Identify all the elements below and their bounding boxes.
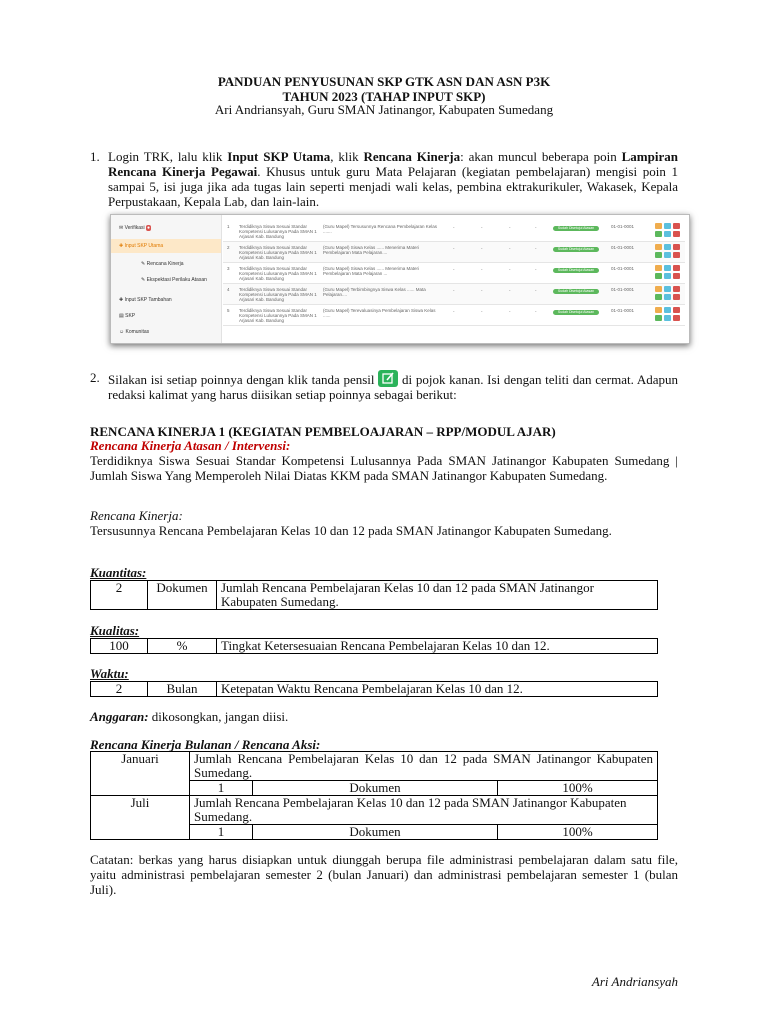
row-dash: - bbox=[509, 267, 511, 272]
row-dash: - bbox=[481, 225, 483, 230]
table-row bbox=[223, 284, 685, 305]
delete-icon[interactable] bbox=[673, 244, 680, 250]
edit-icon[interactable] bbox=[655, 273, 662, 279]
copy-icon[interactable] bbox=[664, 231, 671, 237]
delete-icon[interactable] bbox=[673, 307, 680, 313]
row-dash: - bbox=[453, 309, 455, 314]
status-badge: Sudah Disetujui Atasan bbox=[553, 289, 599, 294]
row-rencana: (Guru Mapel) Tersusunnya Rencana Pembelajaran Kelas ....... bbox=[323, 224, 437, 234]
row-atasan: Terdidiknya Siswa Sesuai Standar Kompetensi Lulusannya Pada SMAN 1 Arjasari Kab. Bandung bbox=[239, 287, 317, 302]
row-dash: - bbox=[509, 288, 511, 293]
sidebar-label: Verifikasi bbox=[124, 225, 145, 231]
row-rencana: (Guru Mapel) Terevaluasinya Pembelajaran Siswa Kelas ...... bbox=[323, 308, 436, 318]
table-cell: Jumlah Rencana Pembelajaran Kelas 10 dan 12 pada SMAN Jatinangor Kabupaten Sumedang. bbox=[190, 796, 658, 825]
table-cell: Jumlah Rencana Pembelajaran Kelas 10 dan 12 pada SMAN Jatinangor Kabupaten Sumedang. bbox=[190, 752, 658, 781]
step2-t2: di pojok kanan. Isi dengan teliti dan cermat. Adapun redaksi kalimat yang harus diisikan setiap poinnya sebagai berikut: bbox=[108, 372, 678, 402]
rk1-rk-label: Rencana Kinerja: bbox=[90, 508, 183, 523]
rk1-rk-text: Tersusunnya Rencana Pembelajaran Kelas 10 dan 12 pada SMAN Jatinangor Kabupaten Sumedang. bbox=[90, 523, 612, 538]
row-dash: - bbox=[509, 225, 511, 230]
row-number: 2 bbox=[227, 245, 230, 250]
row-dash: - bbox=[481, 246, 483, 251]
info-icon[interactable] bbox=[655, 286, 662, 292]
copy-icon[interactable] bbox=[664, 315, 671, 321]
row-number: 1 bbox=[227, 224, 230, 229]
copy-icon[interactable] bbox=[664, 294, 671, 300]
row-rencana: (Guru Mapel) Siswa Kelas ...... Menerima Materi Pembelajaran Mata Pelajaran ... bbox=[323, 266, 420, 276]
delete-icon[interactable] bbox=[673, 265, 680, 271]
row-dash: - bbox=[535, 267, 537, 272]
table-cell: 1 bbox=[190, 825, 253, 840]
row-dash: - bbox=[481, 267, 483, 272]
step1-text bbox=[108, 149, 678, 209]
status-badge: Sudah Disetujui Atasan bbox=[553, 268, 599, 273]
anggaran-line bbox=[90, 709, 678, 724]
row-dash: - bbox=[481, 309, 483, 314]
info-icon[interactable] bbox=[655, 244, 662, 250]
row-atasan: Terdidiknya Siswa Sesuai Standar Kompetensi Lulusannya Pada SMAN 1 Arjasari Kab. Bandung bbox=[239, 224, 317, 239]
edit-icon[interactable] bbox=[655, 231, 662, 237]
app-screenshot bbox=[110, 214, 690, 344]
rk1-title: RENCANA KINERJA 1 (KEGIATAN PEMBELOAJARAN – RPP/MODUL AJAR) bbox=[90, 424, 556, 439]
row-rencana: (Guru Mapel) Siswa Kelas ...... Menerima Materi Pembelajaran Mata Pelajaran.... bbox=[323, 245, 420, 255]
row-date: 01-01-0001 bbox=[611, 308, 635, 313]
row-number: 4 bbox=[227, 287, 230, 292]
table-row bbox=[91, 752, 658, 781]
info-icon[interactable] bbox=[655, 307, 662, 313]
pencil-edit-icon bbox=[378, 370, 398, 387]
delete-icon[interactable] bbox=[673, 223, 680, 229]
anggaran-label: Anggaran: bbox=[90, 709, 149, 724]
row-number: 3 bbox=[227, 266, 230, 271]
edit-icon[interactable] bbox=[655, 252, 662, 258]
kuantitas-label: Kuantitas: bbox=[90, 565, 147, 580]
status-badge: Sudah Disetujui Atasan bbox=[553, 310, 599, 315]
table-cell: 2 bbox=[91, 581, 148, 610]
sidebar-item-ekspektasi: ✎ Ekspektasi Perilaku Atasan bbox=[141, 277, 207, 283]
table-cell: Jumlah Rencana Pembelajaran Kelas 10 dan 12 pada SMAN Jatinangor Kabupaten Sumedang. bbox=[217, 581, 658, 610]
doc-title: PANDUAN PENYUSUNAN SKP GTK ASN DAN ASN P3K bbox=[217, 74, 551, 89]
table-cell: 2 bbox=[91, 682, 148, 697]
table-row bbox=[91, 796, 658, 825]
view-icon[interactable] bbox=[664, 244, 671, 250]
table-row bbox=[223, 221, 685, 242]
status-badge: Sudah Disetujui Atasan bbox=[553, 247, 599, 252]
table-cell: 100 bbox=[91, 639, 148, 654]
row-date: 01-01-0001 bbox=[611, 287, 635, 292]
sidebar-item-rencana: ✎ Rencana Kinerja bbox=[141, 261, 184, 267]
sidebar-label: Ekspektasi Perilaku Atasan bbox=[146, 277, 207, 283]
kualitas-table bbox=[90, 638, 658, 654]
row-dash: - bbox=[453, 246, 455, 251]
signature: Ari Andriansyah bbox=[591, 974, 678, 989]
remove-icon[interactable] bbox=[673, 294, 680, 300]
doc-author-line: Ari Andriansyah, Guru SMAN Jatinangor, Kabupaten Sumedang bbox=[214, 102, 554, 117]
sidebar-label: Input SKP Utama bbox=[124, 243, 164, 249]
doc-subtitle: TAHUN 2023 (TAHAP INPUT SKP) bbox=[282, 89, 486, 104]
step1-t3: : akan muncul beberapa poin bbox=[460, 149, 622, 164]
row-number: 5 bbox=[227, 308, 230, 313]
row-dash: - bbox=[535, 225, 537, 230]
sidebar-item-input-skp: ✚ Input SKP Utama bbox=[119, 243, 164, 249]
row-dash: - bbox=[453, 225, 455, 230]
kualitas-label: Kualitas: bbox=[90, 623, 140, 638]
view-icon[interactable] bbox=[664, 265, 671, 271]
row-dash: - bbox=[535, 288, 537, 293]
info-icon[interactable] bbox=[655, 265, 662, 271]
row-atasan: Terdidiknya Siswa Sesuai Standar Kompetensi Lulusannya Pada SMAN 1 Arjasari Kab. Bandung bbox=[239, 308, 317, 323]
view-icon[interactable] bbox=[664, 223, 671, 229]
row-dash: - bbox=[453, 267, 455, 272]
view-icon[interactable] bbox=[664, 286, 671, 292]
catatan-text: Catatan: berkas yang harus disiapkan untuk diunggah berupa file administrasi pembelajaran dalam satu file, yaitu administrasi pembelajaran semester 2 (bulan Januari) dan administrasi pembelajaran semester 1 (bulan Juli). bbox=[90, 852, 678, 897]
step2-text bbox=[108, 370, 678, 402]
sidebar-label: Komunitas bbox=[125, 329, 150, 335]
info-icon[interactable] bbox=[655, 223, 662, 229]
row-date: 01-01-0001 bbox=[611, 266, 635, 271]
month-cell: Juli bbox=[91, 796, 190, 840]
table-row bbox=[223, 242, 685, 263]
view-icon[interactable] bbox=[664, 307, 671, 313]
row-atasan: Terdidiknya Siswa Sesuai Standar Kompetensi Lulusannya Pada SMAN 1 Arjasari Kab. Bandung bbox=[239, 266, 317, 281]
row-atasan: Terdidiknya Siswa Sesuai Standar Kompetensi Lulusannya Pada SMAN 1 Arjasari Kab. Bandung bbox=[239, 245, 317, 260]
anggaran-text: dikosongkan, jangan diisi. bbox=[148, 709, 289, 724]
month-cell: Januari bbox=[91, 752, 190, 796]
bulanan-label: Rencana Kinerja Bulanan / Rencana Aksi: bbox=[90, 737, 321, 752]
rk1-atasan-label: Rencana Kinerja Atasan / Intervensi: bbox=[90, 438, 291, 453]
table-row bbox=[91, 581, 658, 610]
step2-number: 2. bbox=[90, 370, 100, 385]
table-cell: Dokumen bbox=[253, 781, 498, 796]
row-date: 01-01-0001 bbox=[611, 224, 635, 229]
bulanan-table bbox=[90, 751, 658, 840]
row-date: 01-01-0001 bbox=[611, 245, 635, 250]
badge-icon: ● bbox=[147, 225, 151, 231]
remove-icon[interactable] bbox=[673, 273, 680, 279]
table-cell: Dokumen bbox=[253, 825, 498, 840]
edit-icon[interactable] bbox=[655, 315, 662, 321]
remove-icon[interactable] bbox=[673, 231, 680, 237]
table-cell: Ketepatan Waktu Rencana Pembelajaran Kelas 10 dan 12. bbox=[217, 682, 658, 697]
sidebar-item-komunitas: ☺ Komunitas bbox=[119, 329, 150, 335]
step1-t2: , klik bbox=[330, 149, 364, 164]
step1-b3: Lampiran Rencana Kinerja Pegawai bbox=[108, 149, 678, 179]
sidebar-item-verifikasi: ✉ Verifikasi ● bbox=[119, 225, 151, 231]
row-dash: - bbox=[509, 309, 511, 314]
row-dash: - bbox=[481, 288, 483, 293]
row-dash: - bbox=[535, 246, 537, 251]
table-cell: 100% bbox=[498, 781, 658, 796]
row-dash: - bbox=[453, 288, 455, 293]
remove-icon[interactable] bbox=[673, 252, 680, 258]
step1-number: 1. bbox=[90, 149, 100, 164]
table-row bbox=[91, 639, 658, 654]
remove-icon[interactable] bbox=[673, 315, 680, 321]
table-cell: 100% bbox=[498, 825, 658, 840]
status-badge: Sudah Disetujui Atasan bbox=[553, 226, 599, 231]
step1-b1: Input SKP Utama bbox=[227, 149, 331, 164]
table-cell: Tingkat Ketersesuaian Rencana Pembelajaran Kelas 10 dan 12. bbox=[217, 639, 658, 654]
sidebar-label: Input SKP Tambahan bbox=[124, 297, 172, 303]
sidebar-label: SKP bbox=[125, 313, 136, 319]
row-dash: - bbox=[509, 246, 511, 251]
table-row bbox=[223, 263, 685, 284]
table-row bbox=[223, 305, 685, 326]
delete-icon[interactable] bbox=[673, 286, 680, 292]
waktu-table bbox=[90, 681, 658, 697]
step1-t4: . Khusus untuk guru Mata Pelajaran (kegiatan pembelajaran) mengisi poin 1 sampai 5, isi juga jika ada tugas lain seperti menjadi wali kelas, pembina ektrakurikuler, Wakasek, Kepala Perpustakaan, Kepala Lab, dan lain-lain. bbox=[108, 164, 678, 209]
table-cell: % bbox=[148, 639, 217, 654]
step1-b2: Rencana Kinerja bbox=[363, 149, 461, 164]
table-cell: Bulan bbox=[148, 682, 217, 697]
table-row bbox=[91, 682, 658, 697]
table-cell: 1 bbox=[190, 781, 253, 796]
step2-t1: Silakan isi setiap poinnya dengan klik tanda pensil bbox=[108, 372, 379, 387]
rk1-atasan-text: Terdidiknya Siswa Sesuai Standar Kompetensi Lulusannya Pada SMAN Jatinangor Kabupaten Sumedang | Jumlah Siswa Yang Memperoleh Nilai Diatas KKM pada SMAN Jatinangor Kabupaten Sumedang. bbox=[90, 453, 678, 483]
step1-t1: Login TRK, lalu klik bbox=[108, 149, 228, 164]
row-rencana: (Guru Mapel) Terbimbingnya Siswa Kelas ...... Mata Pelajaran.... bbox=[323, 287, 426, 297]
sidebar-label: Rencana Kinerja bbox=[146, 261, 184, 267]
copy-icon[interactable] bbox=[664, 273, 671, 279]
kuantitas-table bbox=[90, 580, 658, 610]
row-dash: - bbox=[535, 309, 537, 314]
table-cell: Dokumen bbox=[148, 581, 217, 610]
waktu-label: Waktu: bbox=[90, 666, 129, 681]
app-sidebar bbox=[111, 215, 222, 343]
sidebar-item-skp: ▤ SKP bbox=[119, 313, 136, 319]
sidebar-item-tambahan: ✚ Input SKP Tambahan bbox=[119, 297, 172, 303]
copy-icon[interactable] bbox=[664, 252, 671, 258]
edit-icon[interactable] bbox=[655, 294, 662, 300]
